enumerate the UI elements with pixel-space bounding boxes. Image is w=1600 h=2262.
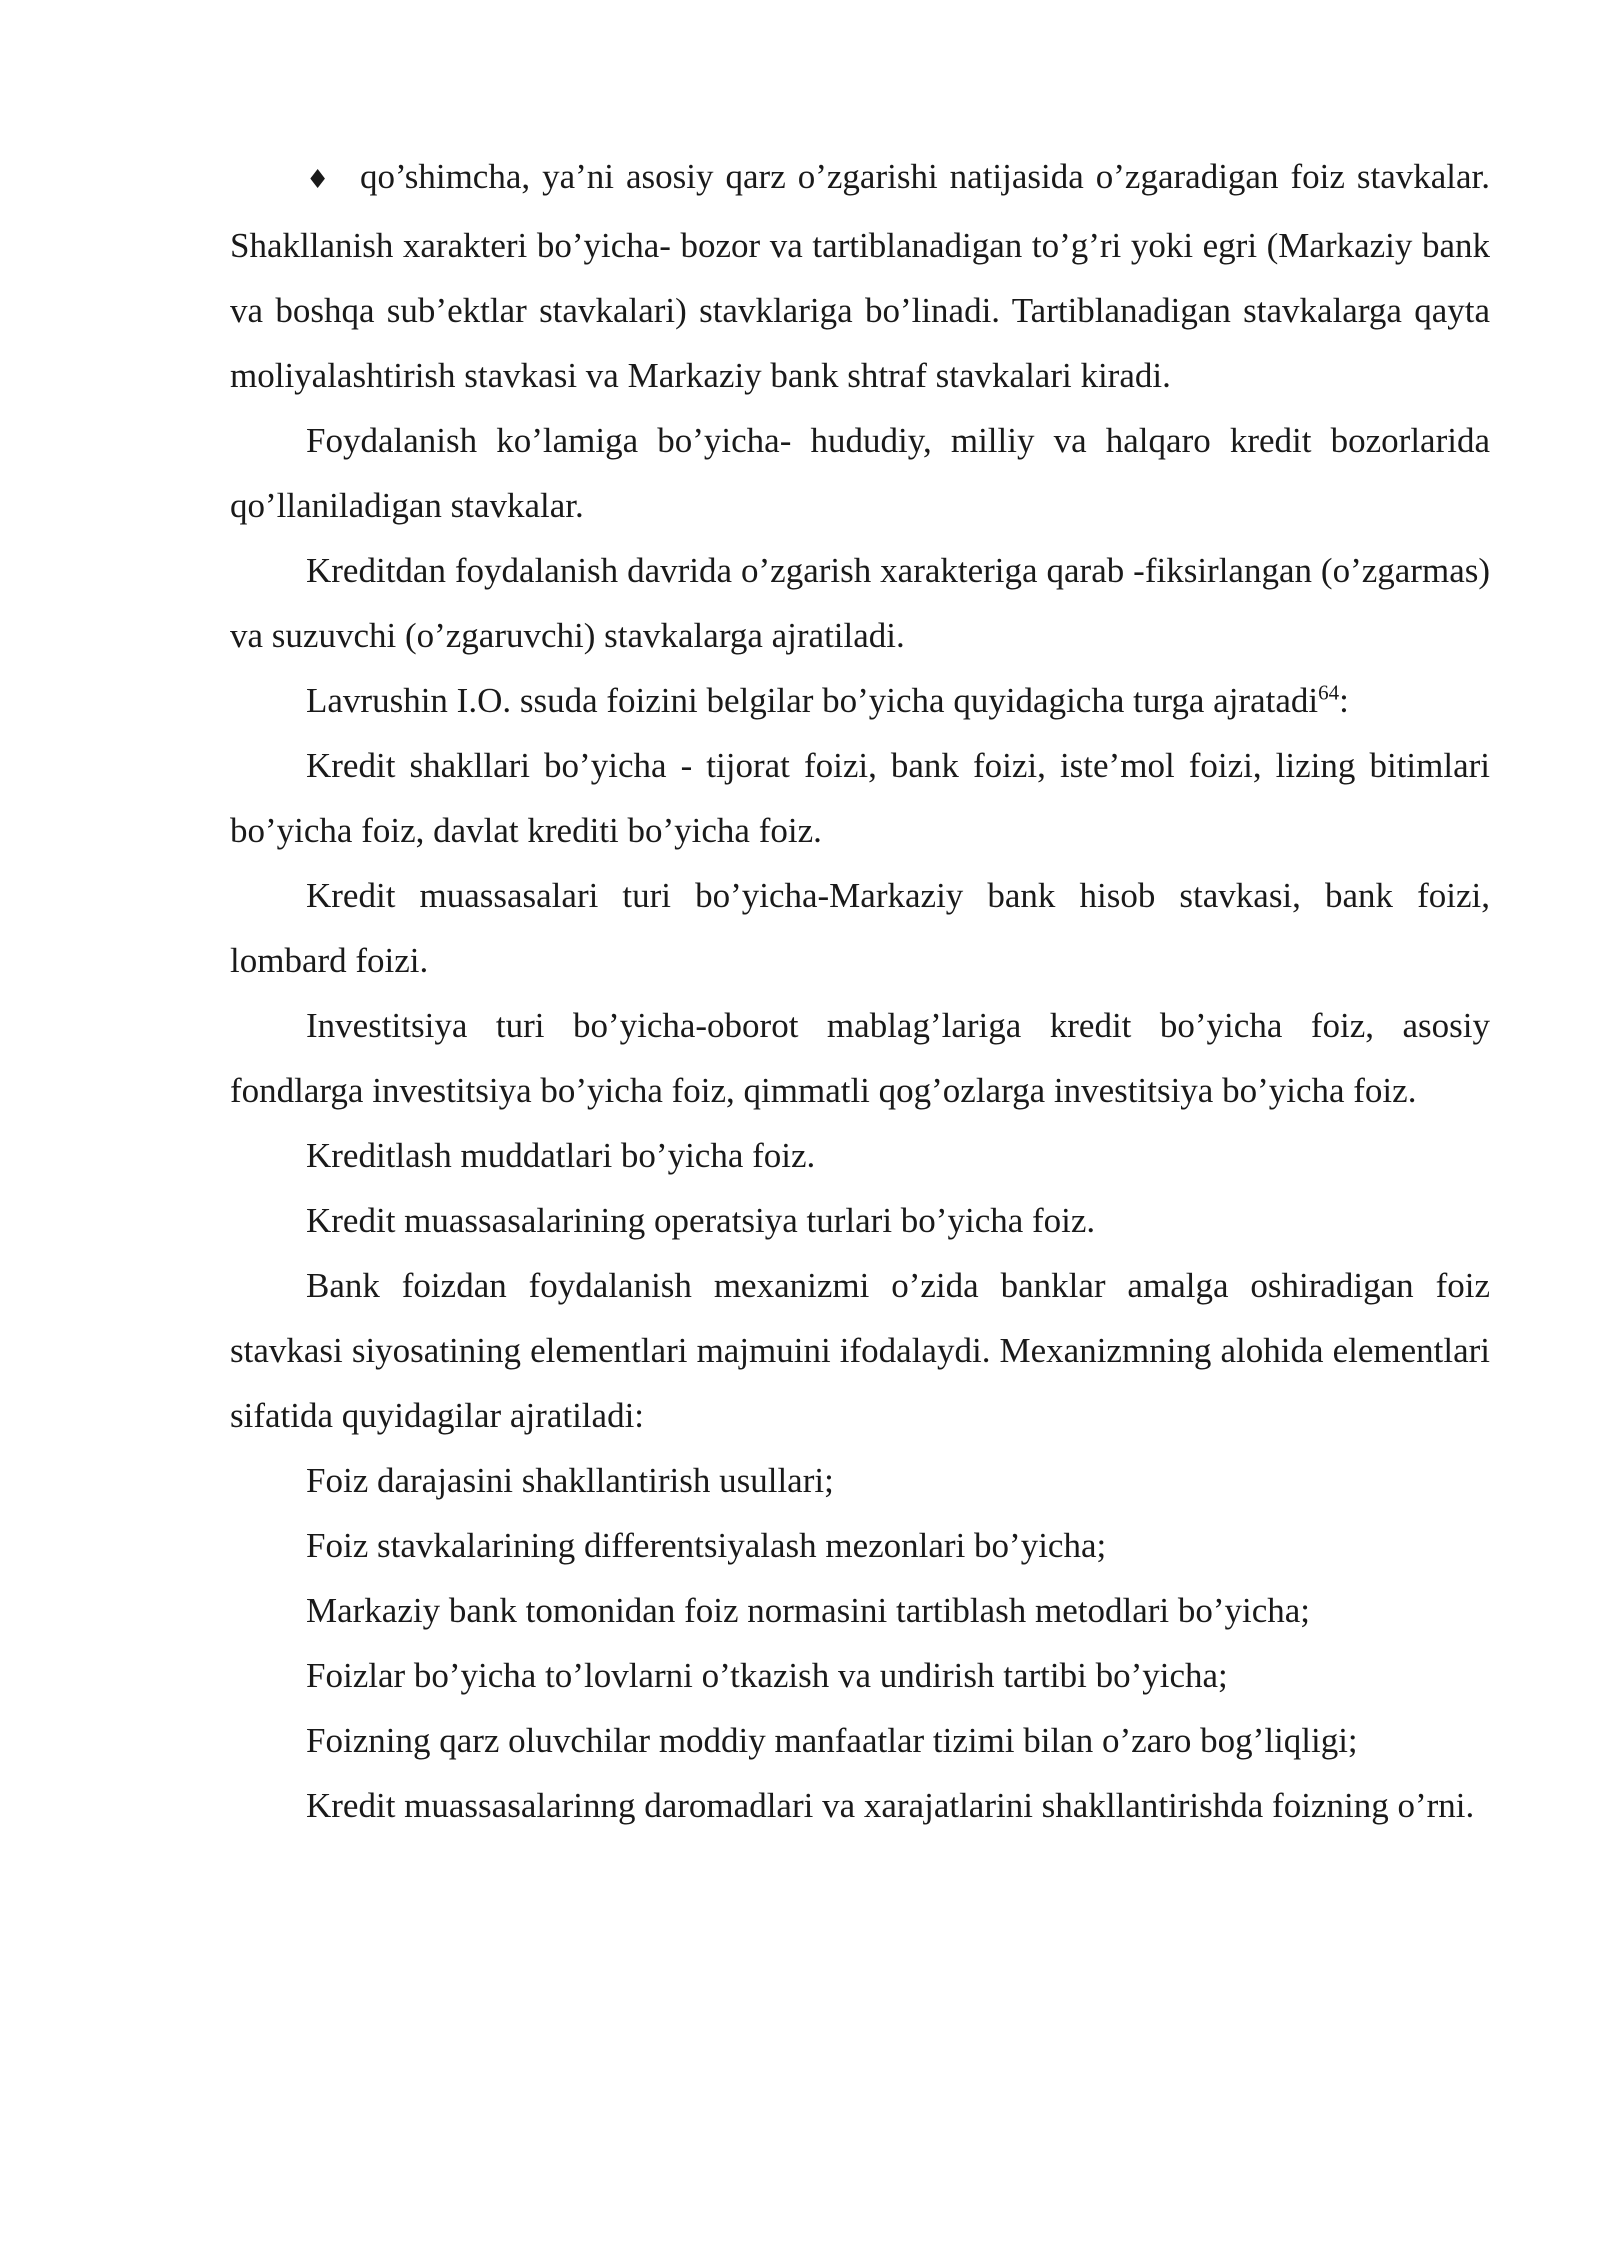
paragraph-bullet-item [230,144,1490,408]
paragraph: Foiz stavkalarining differentsiyalash mezonlari bo’yicha; [306,1526,1107,1565]
paragraph: Kredit shakllari bo’yicha - tijorat foizi, bank foizi, iste’mol foizi, lizing bitimlari bo’yicha foiz, davlat krediti bo’yicha foiz. [230,746,1490,850]
paragraph-text: qo’shimcha, ya’ni asosiy qarz o’zgarishi natijasida o’zgaradigan foiz stavkalar. Shakllanish xarakteri bo’yicha- bozor va tartiblanadigan to’g’ri yoki egri (Markaziy bank va boshqa sub’ektlar stavkalari) stavklariga bo’linadi. Tartiblanadigan stavkalarga qayta moliyalashtirish stavkasi va Markaziy bank shtraf stavkalari kiradi. [230,157,1490,395]
paragraph: Kredit muassasalarinng daromadlari va xarajatlarini shakllantirishda foizning o’rni. [306,1786,1475,1825]
paragraph: Bank foizdan foydalanish mexanizmi o’zida banklar amalga oshiradigan foiz stavkasi siyosatining elementlari majmuini ifodalaydi. Mexanizmning alohida elementlari sifatida quyidagilar ajratiladi: [230,1266,1490,1435]
paragraph: Kreditlash muddatlari bo’yicha foiz. [306,1136,816,1175]
paragraph-text: Lavrushin I.O. ssuda foizini belgilar bo’yicha quyidagicha turga ajratadi [306,681,1319,720]
paragraph: Kreditdan foydalanish davrida o’zgarish xarakteriga qarab -fiksirlangan (o’zgarmas) va suzuvchi (o’zgaruvchi) stavkalarga ajratiladi. [230,551,1490,655]
diamond-bullet-icon: ♦ [306,165,330,195]
paragraph-text: : [1339,681,1349,720]
paragraph: Kredit muassasalarining operatsiya turlari bo’yicha foiz. [306,1201,1096,1240]
document-page [230,144,1490,1838]
paragraph: Foizning qarz oluvchilar moddiy manfaatlar tizimi bilan o’zaro bog’liqligi; [306,1721,1358,1760]
paragraph: Foydalanish ko’lamiga bo’yicha- hududiy, milliy va halqaro kredit bozorlarida qo’llaniladigan stavkalar. [230,421,1490,525]
footnote-reference[interactable]: 64 [1318,680,1340,705]
paragraph: Kredit muassasalari turi bo’yicha-Markaziy bank hisob stavkasi, bank foizi, lombard foizi. [230,876,1490,980]
paragraph-with-footnote [230,668,1490,733]
paragraph: Foiz darajasini shakllantirish usullari; [306,1461,834,1500]
paragraph: Foizlar bo’yicha to’lovlarni o’tkazish va undirish tartibi bo’yicha; [306,1656,1228,1695]
paragraph: Markaziy bank tomonidan foiz normasini tartiblash metodlari bo’yicha; [306,1591,1311,1630]
paragraph: Investitsiya turi bo’yicha-oborot mablag’lariga kredit bo’yicha foiz, asosiy fondlarga investitsiya bo’yicha foiz, qimmatli qog’ozlarga investitsiya bo’yicha foiz. [230,1006,1490,1110]
